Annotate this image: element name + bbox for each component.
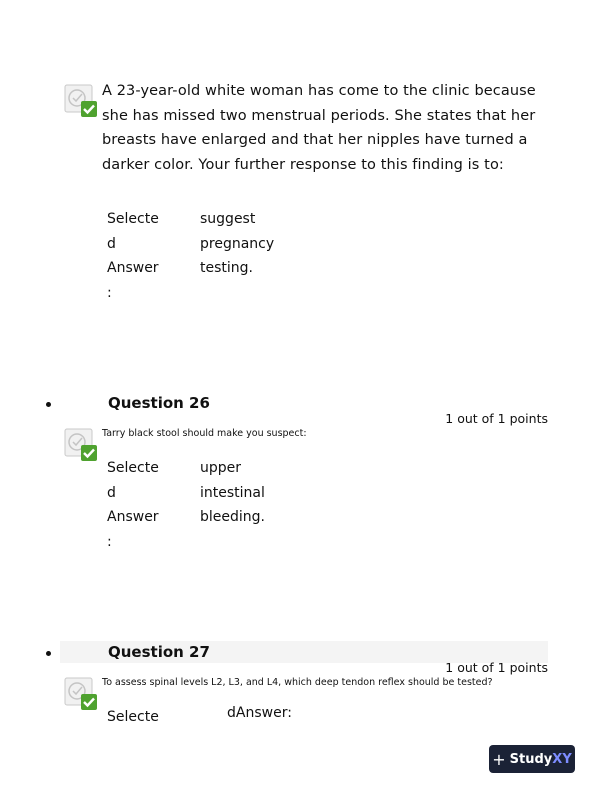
selected-answer-value: upper intestinal bleeding. [200, 460, 265, 525]
question-text: A 23-year-old white woman has come to the clinic because she has missed two menstrual periods. She states that her breasts have enlarged and that her nipples have turned a darker color. Your further response to this finding is to: [102, 83, 536, 173]
selected-answer-value: suggest pregnancy testing. [200, 211, 275, 276]
bullet [46, 402, 51, 407]
correct-check-icon [64, 428, 98, 462]
studyxy-badge[interactable] [489, 745, 575, 773]
question-text: To assess spinal levels L2, L3, and L4, which deep tendon reflex should be tested? [102, 677, 493, 688]
question-title: Question 26 [108, 394, 210, 412]
brand-name: Study [509, 751, 553, 767]
question-text: Tarry black stool should make you suspect: [102, 428, 307, 439]
selected-answer-label: Selecte [107, 709, 159, 725]
correct-check-icon [64, 677, 98, 711]
brand-accent: XY [552, 751, 572, 767]
question-title: Question 27 [108, 643, 210, 661]
points-label: 1 out of 1 points [445, 411, 548, 426]
selected-answer-label-continued: dAnswer: [227, 705, 292, 721]
points-label: 1 out of 1 points [445, 660, 548, 675]
correct-check-icon [64, 84, 98, 118]
selected-answer-label: Selecte d Answer : [107, 211, 159, 301]
selected-answer-label: Selecte d Answer : [107, 460, 159, 550]
bullet [46, 651, 51, 656]
plus-icon: + [492, 749, 506, 769]
